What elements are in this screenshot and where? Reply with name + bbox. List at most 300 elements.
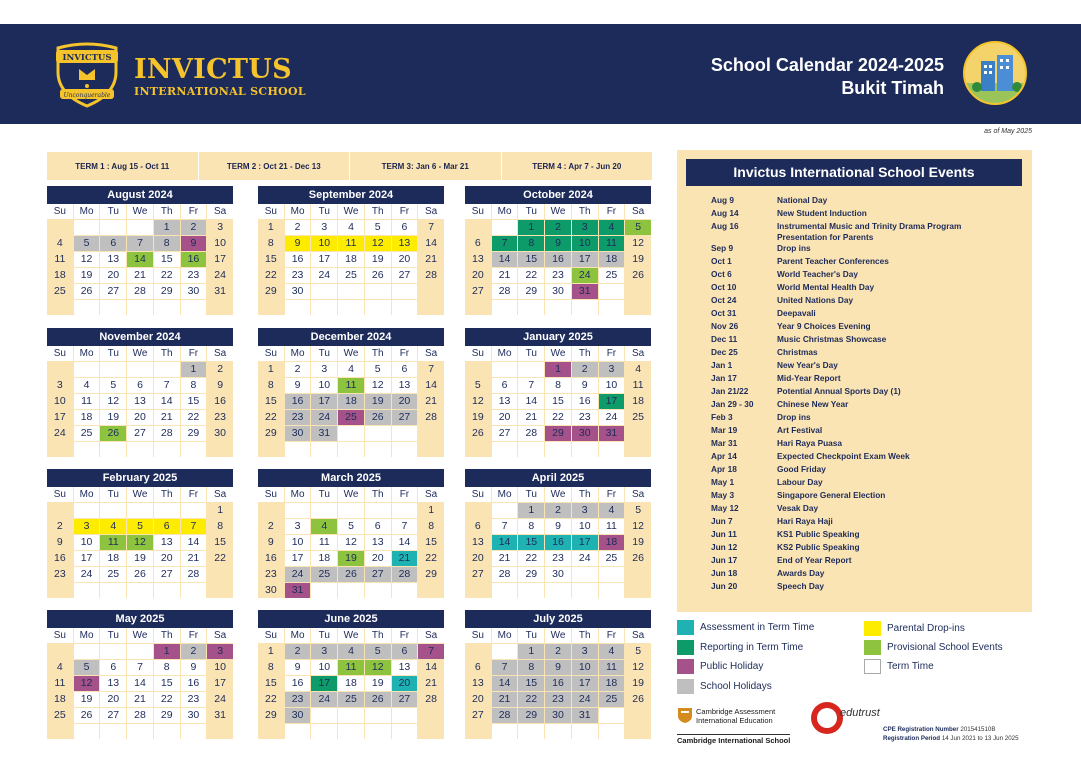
day-cell: 26 <box>74 708 100 723</box>
day-cell: 26 <box>100 426 126 441</box>
weekday-header: We <box>338 204 364 219</box>
empty-cell <box>285 300 311 315</box>
day-cell: 3 <box>47 378 73 393</box>
event-date: Jan 29 - 30 <box>711 399 754 409</box>
day-cell: 22 <box>518 551 544 566</box>
day-cell: 11 <box>338 660 364 675</box>
day-cell: 15 <box>518 535 544 550</box>
day-cell: 25 <box>599 692 625 707</box>
weekday-header: Th <box>365 487 391 502</box>
empty-cell <box>74 300 100 315</box>
day-cell: 22 <box>518 692 544 707</box>
day-cell: 28 <box>392 567 418 582</box>
event-date: Apr 18 <box>711 464 737 474</box>
event-row <box>711 220 1011 242</box>
event-row <box>711 450 1011 463</box>
event-date: Aug 9 <box>711 195 735 205</box>
day-cell: 5 <box>74 236 100 251</box>
day-cell: 8 <box>418 519 444 534</box>
empty-cell <box>181 300 207 315</box>
legend-item <box>677 659 763 674</box>
empty-cell <box>572 724 598 739</box>
event-date: Jun 18 <box>711 568 738 578</box>
day-cell: 27 <box>127 426 153 441</box>
day-cell: 4 <box>100 519 126 534</box>
day-cell: 26 <box>365 692 391 707</box>
day-cell: 23 <box>545 551 571 566</box>
legend-item <box>864 621 965 636</box>
month-day-grid <box>465 487 651 598</box>
event-row <box>711 268 1011 281</box>
weekday-header: Mo <box>74 204 100 219</box>
empty-cell <box>465 644 491 659</box>
month-calendar <box>465 328 651 457</box>
event-title: KS1 Public Speaking <box>777 529 860 539</box>
weekday-header: Sa <box>418 487 444 502</box>
day-cell: 11 <box>599 519 625 534</box>
empty-cell <box>392 300 418 315</box>
empty-cell <box>258 503 284 518</box>
day-cell: 26 <box>365 268 391 283</box>
empty-cell <box>100 644 126 659</box>
day-cell: 5 <box>127 519 153 534</box>
empty-cell <box>47 220 73 235</box>
day-cell: 12 <box>625 519 651 534</box>
weekday-header: Sa <box>207 204 233 219</box>
day-cell: 4 <box>338 220 364 235</box>
weekday-header: Th <box>154 346 180 361</box>
cpe-registration <box>883 725 1019 743</box>
day-cell: 14 <box>127 252 153 267</box>
empty-cell <box>47 724 73 739</box>
event-row <box>711 398 1011 411</box>
day-cell: 24 <box>572 551 598 566</box>
logo-text-bottom: Unconquerable <box>63 92 111 99</box>
day-cell: 7 <box>181 519 207 534</box>
day-cell: 11 <box>47 252 73 267</box>
month-title: November 2024 <box>47 328 233 346</box>
day-cell: 9 <box>181 236 207 251</box>
month-title: February 2025 <box>47 469 233 487</box>
empty-cell <box>599 567 625 582</box>
day-cell: 14 <box>127 676 153 691</box>
empty-cell <box>545 583 571 598</box>
weekday-header: We <box>127 204 153 219</box>
month-day-grid <box>258 487 444 598</box>
day-cell: 7 <box>418 220 444 235</box>
weekday-header: Fr <box>599 487 625 502</box>
event-date: May 12 <box>711 503 739 513</box>
weekday-header: Mo <box>74 346 100 361</box>
day-cell: 9 <box>285 378 311 393</box>
empty-cell <box>599 284 625 299</box>
day-cell: 9 <box>285 660 311 675</box>
event-title: National Day <box>777 195 828 205</box>
empty-cell <box>285 503 311 518</box>
day-cell: 10 <box>47 394 73 409</box>
weekday-header: Su <box>258 204 284 219</box>
event-date: Jan 17 <box>711 373 737 383</box>
event-date: Jun 12 <box>711 542 738 552</box>
day-cell: 5 <box>625 220 651 235</box>
empty-cell <box>518 724 544 739</box>
day-cell: 15 <box>154 252 180 267</box>
weekday-header: Fr <box>392 487 418 502</box>
day-cell: 2 <box>572 362 598 377</box>
empty-cell <box>47 300 73 315</box>
legend-label: Reporting in Term Time <box>700 642 804 653</box>
weekday-header: Th <box>365 204 391 219</box>
event-row <box>711 424 1011 437</box>
day-cell: 14 <box>181 535 207 550</box>
month-calendar <box>47 610 233 739</box>
day-cell: 15 <box>258 394 284 409</box>
day-cell: 26 <box>74 284 100 299</box>
day-cell: 1 <box>518 503 544 518</box>
empty-cell <box>465 300 491 315</box>
event-date: Oct 10 <box>711 282 737 292</box>
weekday-header: Mo <box>285 346 311 361</box>
day-cell: 20 <box>365 551 391 566</box>
day-cell: 31 <box>207 708 233 723</box>
weekday-header: Fr <box>392 204 418 219</box>
day-cell: 10 <box>311 236 337 251</box>
empty-cell <box>492 362 518 377</box>
day-cell: 7 <box>492 236 518 251</box>
day-cell: 22 <box>154 268 180 283</box>
day-cell: 19 <box>74 268 100 283</box>
day-cell: 6 <box>392 362 418 377</box>
day-cell: 17 <box>572 676 598 691</box>
weekday-header: Su <box>465 346 491 361</box>
weekday-header: Tu <box>100 346 126 361</box>
day-cell: 10 <box>311 660 337 675</box>
school-subtitle: INTERNATIONAL SCHOOL <box>134 85 306 98</box>
event-row <box>711 385 1011 398</box>
day-cell: 14 <box>154 394 180 409</box>
empty-cell <box>47 644 73 659</box>
day-cell: 1 <box>545 362 571 377</box>
day-cell: 18 <box>599 252 625 267</box>
weekday-header: Mo <box>285 204 311 219</box>
empty-cell <box>599 442 625 457</box>
day-cell: 21 <box>127 692 153 707</box>
weekday-header: Th <box>572 628 598 643</box>
day-cell: 21 <box>418 394 444 409</box>
day-cell: 4 <box>599 220 625 235</box>
event-date: Nov 26 <box>711 321 739 331</box>
day-cell: 13 <box>465 252 491 267</box>
day-cell: 19 <box>338 551 364 566</box>
day-cell: 31 <box>207 284 233 299</box>
weekday-header: We <box>338 487 364 502</box>
event-date: May 1 <box>711 477 735 487</box>
weekday-header: We <box>545 628 571 643</box>
day-cell: 1 <box>518 644 544 659</box>
weekday-header: Sa <box>625 204 651 219</box>
day-cell: 4 <box>599 644 625 659</box>
empty-cell <box>154 300 180 315</box>
edutrust-wordmark: edutrust <box>840 707 880 719</box>
weekday-header: Sa <box>625 487 651 502</box>
empty-cell <box>418 426 444 441</box>
empty-cell <box>338 426 364 441</box>
header-banner <box>0 24 1081 124</box>
month-calendar <box>258 186 444 315</box>
day-cell: 11 <box>338 236 364 251</box>
day-cell: 16 <box>285 676 311 691</box>
empty-cell <box>154 442 180 457</box>
legend-swatch <box>864 640 881 655</box>
day-cell: 18 <box>47 692 73 707</box>
day-cell: 27 <box>100 708 126 723</box>
empty-cell <box>47 503 73 518</box>
event-title: Potential Annual Sports Day (1) <box>777 386 901 396</box>
day-cell: 28 <box>127 284 153 299</box>
day-cell: 11 <box>311 535 337 550</box>
empty-cell <box>392 708 418 723</box>
empty-cell <box>154 583 180 598</box>
day-cell: 20 <box>465 551 491 566</box>
empty-cell <box>545 724 571 739</box>
weekday-header: We <box>338 628 364 643</box>
month-day-grid <box>47 204 233 315</box>
weekday-header: Fr <box>599 628 625 643</box>
day-cell: 10 <box>207 660 233 675</box>
day-cell: 6 <box>154 519 180 534</box>
day-cell: 1 <box>154 644 180 659</box>
day-cell: 1 <box>181 362 207 377</box>
day-cell: 26 <box>625 268 651 283</box>
day-cell: 15 <box>181 394 207 409</box>
day-cell: 16 <box>545 252 571 267</box>
legend-item <box>677 620 814 635</box>
event-date: Oct 1 <box>711 256 732 266</box>
day-cell: 16 <box>285 394 311 409</box>
month-calendar <box>258 610 444 739</box>
day-cell: 30 <box>545 567 571 582</box>
event-date: Dec 25 <box>711 347 738 357</box>
empty-cell <box>418 724 444 739</box>
day-cell: 7 <box>127 660 153 675</box>
day-cell: 10 <box>572 519 598 534</box>
empty-cell <box>518 300 544 315</box>
day-cell: 28 <box>127 708 153 723</box>
day-cell: 22 <box>258 692 284 707</box>
empty-cell <box>625 300 651 315</box>
day-cell: 3 <box>311 362 337 377</box>
empty-cell <box>127 503 153 518</box>
event-row <box>711 528 1011 541</box>
empty-cell <box>365 300 391 315</box>
day-cell: 9 <box>285 236 311 251</box>
day-cell: 14 <box>418 236 444 251</box>
empty-cell <box>207 442 233 457</box>
empty-cell <box>625 567 651 582</box>
weekday-header: Tu <box>518 204 544 219</box>
event-row <box>711 320 1011 333</box>
term-bar <box>47 152 652 180</box>
day-cell: 17 <box>311 676 337 691</box>
weekday-header: We <box>338 346 364 361</box>
empty-cell <box>465 442 491 457</box>
day-cell: 28 <box>492 567 518 582</box>
day-cell: 24 <box>285 567 311 582</box>
day-cell: 30 <box>258 583 284 598</box>
day-cell: 8 <box>181 378 207 393</box>
weekday-header: Sa <box>207 346 233 361</box>
day-cell: 29 <box>154 284 180 299</box>
day-cell: 15 <box>518 676 544 691</box>
empty-cell <box>572 583 598 598</box>
day-cell: 19 <box>625 676 651 691</box>
empty-cell <box>465 583 491 598</box>
day-cell: 4 <box>625 362 651 377</box>
empty-cell <box>74 362 100 377</box>
empty-cell <box>207 724 233 739</box>
empty-cell <box>365 724 391 739</box>
day-cell: 25 <box>599 268 625 283</box>
empty-cell <box>599 300 625 315</box>
day-cell: 23 <box>285 410 311 425</box>
day-cell: 23 <box>285 692 311 707</box>
legend-label: Assessment in Term Time <box>700 622 815 633</box>
day-cell: 24 <box>74 567 100 582</box>
day-cell: 25 <box>74 426 100 441</box>
day-cell: 20 <box>465 268 491 283</box>
weekday-header: We <box>127 487 153 502</box>
weekday-header: Mo <box>285 487 311 502</box>
event-date: Jun 7 <box>711 516 733 526</box>
empty-cell <box>127 442 153 457</box>
empty-cell <box>625 284 651 299</box>
empty-cell <box>74 583 100 598</box>
event-title: Instrumental Music and Trinity Drama Program Presentation for Parents <box>777 221 962 242</box>
weekday-header: Mo <box>492 487 518 502</box>
day-cell: 14 <box>518 394 544 409</box>
event-row <box>711 489 1011 502</box>
weekday-header: Mo <box>492 204 518 219</box>
day-cell: 2 <box>285 362 311 377</box>
event-date: Jan 1 <box>711 360 733 370</box>
day-cell: 2 <box>181 644 207 659</box>
weekday-header: We <box>127 628 153 643</box>
day-cell: 14 <box>492 252 518 267</box>
logo-text-top: INVICTUS <box>62 53 112 63</box>
day-cell: 25 <box>338 692 364 707</box>
day-cell: 25 <box>338 268 364 283</box>
weekday-header: Sa <box>625 628 651 643</box>
day-cell: 4 <box>599 503 625 518</box>
legend-swatch <box>677 640 694 655</box>
day-cell: 3 <box>74 519 100 534</box>
day-cell: 8 <box>207 519 233 534</box>
day-cell: 2 <box>285 220 311 235</box>
day-cell: 13 <box>365 535 391 550</box>
weekday-header: Su <box>465 487 491 502</box>
empty-cell <box>365 442 391 457</box>
event-row <box>711 333 1011 346</box>
legend-label: Term Time <box>887 661 934 672</box>
empty-cell <box>47 583 73 598</box>
day-cell: 18 <box>74 410 100 425</box>
day-cell: 12 <box>365 236 391 251</box>
weekday-header: Fr <box>181 204 207 219</box>
day-cell: 4 <box>338 362 364 377</box>
day-cell: 10 <box>572 660 598 675</box>
weekday-header: Tu <box>311 628 337 643</box>
cambridge-shield-icon <box>677 707 693 723</box>
empty-cell <box>74 503 100 518</box>
empty-cell <box>311 300 337 315</box>
day-cell: 7 <box>418 362 444 377</box>
day-cell: 3 <box>285 519 311 534</box>
day-cell: 29 <box>418 567 444 582</box>
empty-cell <box>518 362 544 377</box>
day-cell: 19 <box>74 692 100 707</box>
day-cell: 14 <box>418 378 444 393</box>
event-title: Labour Day <box>777 477 823 487</box>
day-cell: 26 <box>625 551 651 566</box>
weekday-header: Mo <box>492 628 518 643</box>
day-cell: 13 <box>465 535 491 550</box>
weekday-header: Mo <box>285 628 311 643</box>
day-cell: 2 <box>207 362 233 377</box>
day-cell: 24 <box>572 268 598 283</box>
empty-cell <box>207 583 233 598</box>
event-title: New Student Induction <box>777 208 867 218</box>
event-row <box>711 281 1011 294</box>
event-row <box>711 411 1011 424</box>
day-cell: 7 <box>492 519 518 534</box>
day-cell: 13 <box>465 676 491 691</box>
day-cell: 31 <box>285 583 311 598</box>
day-cell: 6 <box>465 660 491 675</box>
weekday-header: Tu <box>100 487 126 502</box>
day-cell: 20 <box>392 394 418 409</box>
weekday-header: Su <box>258 628 284 643</box>
day-cell: 8 <box>258 378 284 393</box>
empty-cell <box>127 583 153 598</box>
legend-item <box>677 679 772 694</box>
day-cell: 13 <box>127 394 153 409</box>
day-cell: 6 <box>365 519 391 534</box>
event-row <box>711 194 1011 207</box>
event-title: Drop ins <box>777 412 811 422</box>
day-cell: 5 <box>365 220 391 235</box>
day-cell: 3 <box>572 220 598 235</box>
day-cell: 24 <box>47 426 73 441</box>
empty-cell <box>492 300 518 315</box>
day-cell: 22 <box>258 410 284 425</box>
day-cell: 13 <box>492 394 518 409</box>
legend-swatch <box>677 620 694 635</box>
event-title: Vesak Day <box>777 503 819 513</box>
day-cell: 20 <box>100 268 126 283</box>
day-cell: 8 <box>518 519 544 534</box>
day-cell: 15 <box>258 676 284 691</box>
day-cell: 18 <box>338 252 364 267</box>
day-cell: 28 <box>154 426 180 441</box>
day-cell: 22 <box>207 551 233 566</box>
month-title: May 2025 <box>47 610 233 628</box>
empty-cell <box>599 724 625 739</box>
day-cell: 13 <box>100 252 126 267</box>
day-cell: 9 <box>545 236 571 251</box>
weekday-header: Th <box>572 487 598 502</box>
event-title: United Nations Day <box>777 295 854 305</box>
empty-cell <box>518 583 544 598</box>
